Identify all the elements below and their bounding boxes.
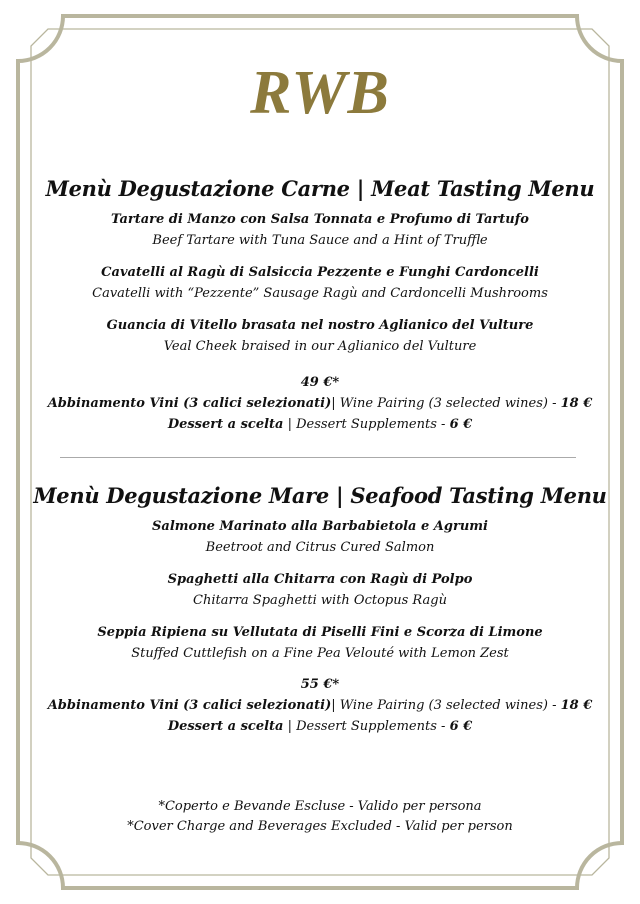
restaurant-logo: RWB xyxy=(250,59,390,127)
dish-english: Beetroot and Citrus Cured Salmon xyxy=(205,540,435,555)
dish-english: Beef Tartare with Tuna Sauce and a Hint of Truffle xyxy=(152,233,488,248)
section-divider xyxy=(60,457,576,458)
section-title: Menù Degustazione Carne | Meat Tasting Menu xyxy=(45,176,595,201)
wine-pairing-en: | Wine Pairing (3 selected wines) - xyxy=(331,698,561,713)
dish-italian: Spaghetti alla Chitarra con Ragù di Polpo xyxy=(167,572,473,587)
dessert-price: 6 € xyxy=(449,719,473,734)
dessert-price: 6 € xyxy=(449,417,473,432)
menu-item xyxy=(0,516,640,558)
dish-english: Stuffed Cuttlefish on a Fine Pea Velouté with Lemon Zest xyxy=(131,646,509,661)
footnote-english: *Cover Charge and Beverages Excluded - Valid per person xyxy=(127,819,513,834)
footnote xyxy=(0,797,640,837)
wine-pairing-price: 18 € xyxy=(560,698,593,713)
menu-price: 55 €* xyxy=(300,677,340,692)
dish-italian: Guancia di Vitello brasata nel nostro Aglianico del Vulture xyxy=(106,318,534,333)
wine-pairing xyxy=(0,695,640,716)
dish-italian: Seppia Ripiena su Vellutata di Piselli Fini e Scorza di Limone xyxy=(97,625,543,640)
menu-item xyxy=(0,569,640,611)
dessert-supplement xyxy=(0,414,640,435)
menu-item xyxy=(0,315,640,357)
menu-item xyxy=(0,209,640,251)
dish-italian: Tartare di Manzo con Salsa Tonnata e Profumo di Tartufo xyxy=(111,212,529,227)
dessert-en: | Dessert Supplements - xyxy=(283,719,450,734)
wine-pairing xyxy=(0,393,640,414)
meat-menu-section xyxy=(0,176,640,435)
dessert-it: Dessert a scelta xyxy=(167,719,284,734)
dish-italian: Salmone Marinato alla Barbabietola e Agrumi xyxy=(152,519,488,534)
dessert-en: | Dessert Supplements - xyxy=(283,417,450,432)
wine-pairing-it: Abbinamento Vini (3 calici selezionati) xyxy=(47,698,332,713)
menu-item xyxy=(0,262,640,304)
dish-english: Cavatelli with “Pezzente” Sausage Ragù and Cardoncelli Mushrooms xyxy=(92,286,548,301)
footnote-italian: *Coperto e Bevande Escluse - Valido per persona xyxy=(158,799,482,814)
dish-english: Veal Cheek braised in our Aglianico del Vulture xyxy=(163,339,477,354)
menu-price: 49 €* xyxy=(300,375,340,390)
dessert-it: Dessert a scelta xyxy=(167,417,284,432)
menu-item xyxy=(0,622,640,664)
dessert-supplement xyxy=(0,716,640,737)
wine-pairing-price: 18 € xyxy=(560,396,593,411)
seafood-menu-section xyxy=(0,483,640,737)
wine-pairing-en: | Wine Pairing (3 selected wines) - xyxy=(331,396,561,411)
section-title: Menù Degustazione Mare | Seafood Tasting Menu xyxy=(33,483,607,508)
dish-italian: Cavatelli al Ragù di Salsiccia Pezzente e Funghi Cardoncelli xyxy=(101,265,539,280)
wine-pairing-it: Abbinamento Vini (3 calici selezionati) xyxy=(47,396,332,411)
dish-english: Chitarra Spaghetti with Octopus Ragù xyxy=(193,593,447,608)
